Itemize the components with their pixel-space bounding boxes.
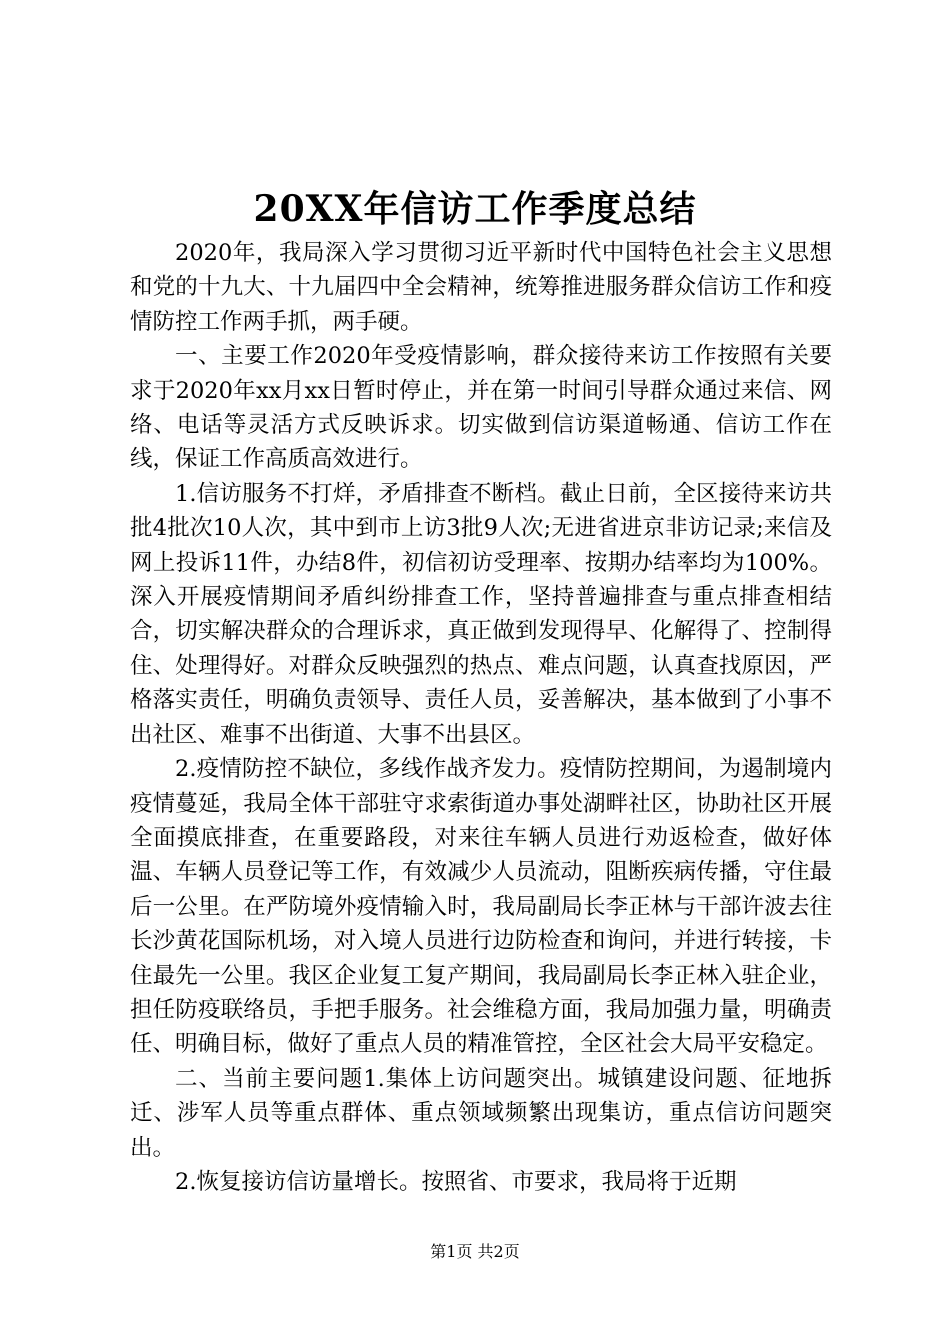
paragraph-epidemic-control: 2.疫情防控不缺位，多线作战齐发力。疫情防控期间，为遏制境内疫情蔓延，我局全体干部驻守求索街道办事处湖畔社区，协助社区开展全面摸底排查，在重要路段，对来往车辆人员进行劝返检查，做好体温、车辆人员登记等工作，有效减少人员流动，阻断疾病传播，守住最后一公里。在严防境外疫情输入时，我局副局长李正林与干部许波去往长沙黄花国际机场，对入境人员进行边防检查和询问，并进行转接，卡住最先一公里。我区企业复工复产期间，我局副局长李正林入驻企业，担任防疫联络员，手把手服务。社会维稳方面，我局加强力量，明确责任、明确目标，做好了重点人员的精准管控，全区社会大局平安稳定。: [130, 756, 832, 1058]
paragraph-petition-service: 1.信访服务不打烊，矛盾排查不断档。截止日前，全区接待来访共批4批次10人次，其中到市上访3批9人次;无进省进京非访记录;来信及网上投诉11件，办结8件，初信初访受理率、按期办结率均为100%。深入开展疫情期间矛盾纠纷排查工作，坚持普遍排查与重点排查相结合，切实解决群众的合理诉求，真正做到发现得早、化解得了、控制得住、处理得好。对群众反映强烈的热点、难点问题，认真查找原因，严格落实责任，明确负责领导、责任人员，妥善解决，基本做到了小事不出社区、难事不出街道、大事不出县区。: [130, 480, 832, 748]
paragraph-intro: 2020年，我局深入学习贯彻习近平新时代中国特色社会主义思想和党的十九大、十九届四中全会精神，统筹推进服务群众信访工作和疫情防控工作两手抓，两手硬。: [130, 240, 832, 335]
paragraph-current-problems: 二、当前主要问题1.集体上访问题突出。城镇建设问题、征地拆迁、涉军人员等重点群体、重点领域频繁出现集访，重点信访问题突出。: [130, 1065, 832, 1161]
document-title: 20XX年信访工作季度总结: [253, 188, 697, 230]
page-footer: 第1页 共2页: [430, 1242, 520, 1261]
paragraph-main-work: 一、主要工作2020年受疫情影响，群众接待来访工作按照有关要求于2020年xx月xx日暂时停止，并在第一时间引导群众通过来信、网络、电话等灵活方式反映诉求。切实做到信访渠道畅通、信访工作在线，保证工作高质高效进行。: [130, 343, 832, 473]
document-body: [130, 236, 832, 1199]
paragraph-petition-increase: 2.恢复接访信访量增长。按照省、市要求，我局将于近期: [175, 1168, 737, 1195]
